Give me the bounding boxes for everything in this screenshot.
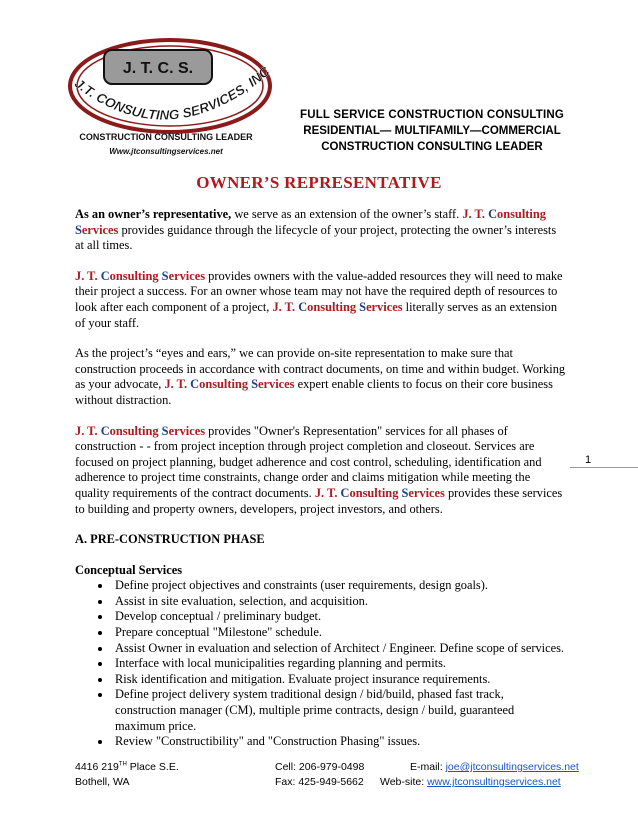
list-item: • Risk identification and mitigation. Evaluate project insurance requirements. — [112, 672, 567, 688]
paragraph-resources: J. T. Consulting Services provides owners with the value-added resources they will need to make their project a success. For an owner whose team may not have the required depth of resources to look after each component of a project, J. T. Consulting Services literally serves as an extension of your staff. — [75, 268, 563, 330]
company-name: J. T. Consulting Services — [75, 207, 546, 237]
website-link[interactable]: www.jtconsultingservices.net — [427, 776, 561, 788]
company-name: J. T. Consulting Services — [272, 299, 403, 314]
list-item: • Assist Owner in evaluation and selection of Architect / Engineer. Define scope of services. — [112, 641, 567, 657]
paragraph-services: J. T. Consulting Services provides "Owner's Representation" services for all phases of construction - - from project inception through project completion and closeout. Services are focused on project planning, budget adherence and cost control, scheduling, identification and adherence to project time constraints, change order and claims mitigation while meeting the quality requirements of the contract documents. J. T. Consulting Services provides these services to building and property owners, developers, project investors, and others. — [75, 423, 563, 516]
footer-address: 4416 219TH Place S.E. Bothell, WA — [75, 761, 179, 788]
paragraph-eyes-ears: As the project’s “eyes and ears,” we can provide on-site representation to make sure that construction proceeds in accordance with contract documents, on time and within budget. Working as your advocate, J. T. Consulting Services expert enable clients to focus on their core business without distraction. — [75, 346, 566, 407]
paragraph-intro: As an owner’s representative, we serve as an extension of the owner’s staff. J. T. Consulting Services provides guidance through the lifecycle of your project, protecting the owner’s interests at all times. — [75, 207, 557, 253]
company-name: J. T. Consulting Services — [314, 485, 445, 500]
footer-phone — [275, 760, 364, 790]
footer-fax: Fax: 425-949-5662 — [275, 776, 364, 788]
tagline-line-2: RESIDENTIAL— MULTIFAMILY—COMMERCIAL — [303, 125, 561, 137]
list-item: • Prepare conceptual "Milestone" schedule. — [112, 625, 567, 641]
footer-contact: E-mail: joe@jtconsultingservices.net Web-site: www.jtconsultingservices.net — [380, 761, 579, 788]
logo-website-text: Www.jtconsultingservices.net — [109, 147, 223, 156]
list-item: • Develop conceptual / preliminary budget. — [112, 609, 567, 625]
section-heading-preconstruction: A. PRE-CONSTRUCTION PHASE — [75, 532, 265, 547]
tagline — [292, 107, 572, 155]
company-logo — [62, 34, 282, 164]
list-item: • Interface with local municipalities regarding planning and permits. — [112, 656, 567, 672]
tagline-line-1: FULL SERVICE CONSTRUCTION CONSULTING — [299, 109, 565, 121]
conceptual-services-list — [75, 578, 567, 750]
list-item: • Review "Constructibility" and "Construction Phasing" issues. — [112, 734, 567, 750]
document-body — [75, 207, 567, 750]
logo-initials: J. T. C. S. — [122, 60, 194, 77]
company-name: J. T. Consulting Services — [164, 377, 295, 392]
footer-cell: Cell: 206-979-0498 — [275, 761, 365, 773]
list-item: • Define project objectives and constraints (user requirements, design goals). — [112, 578, 567, 594]
logo-leader-text: CONSTRUCTION CONSULTING LEADER — [79, 132, 253, 142]
list-item: • Assist in site evaluation, selection, and acquisition. — [112, 594, 567, 610]
company-name: J. T. Consulting Services — [75, 268, 206, 283]
page-number-rule — [570, 467, 638, 468]
subheading-conceptual-services: Conceptual Services — [75, 562, 183, 577]
company-name: J. T. Consulting Services — [75, 423, 206, 438]
list-item: • Define project delivery system traditional design / bid/build, phased fast track, construction manager (CM), multiple prime contracts, design / build, guaranteed maximum price. — [112, 687, 567, 734]
email-link[interactable]: joe@jtconsultingservices.net — [445, 761, 579, 773]
tagline-line-3: CONSTRUCTION CONSULTING LEADER — [321, 141, 543, 153]
intro-lead: As an owner’s representative, — [75, 207, 232, 221]
page-number: 1 — [585, 454, 592, 466]
page-title: OWNER’S REPRESENTATIVE — [196, 173, 442, 192]
logo-arc-text: J.T. CONSULTING SERVICES, INC — [71, 63, 273, 123]
